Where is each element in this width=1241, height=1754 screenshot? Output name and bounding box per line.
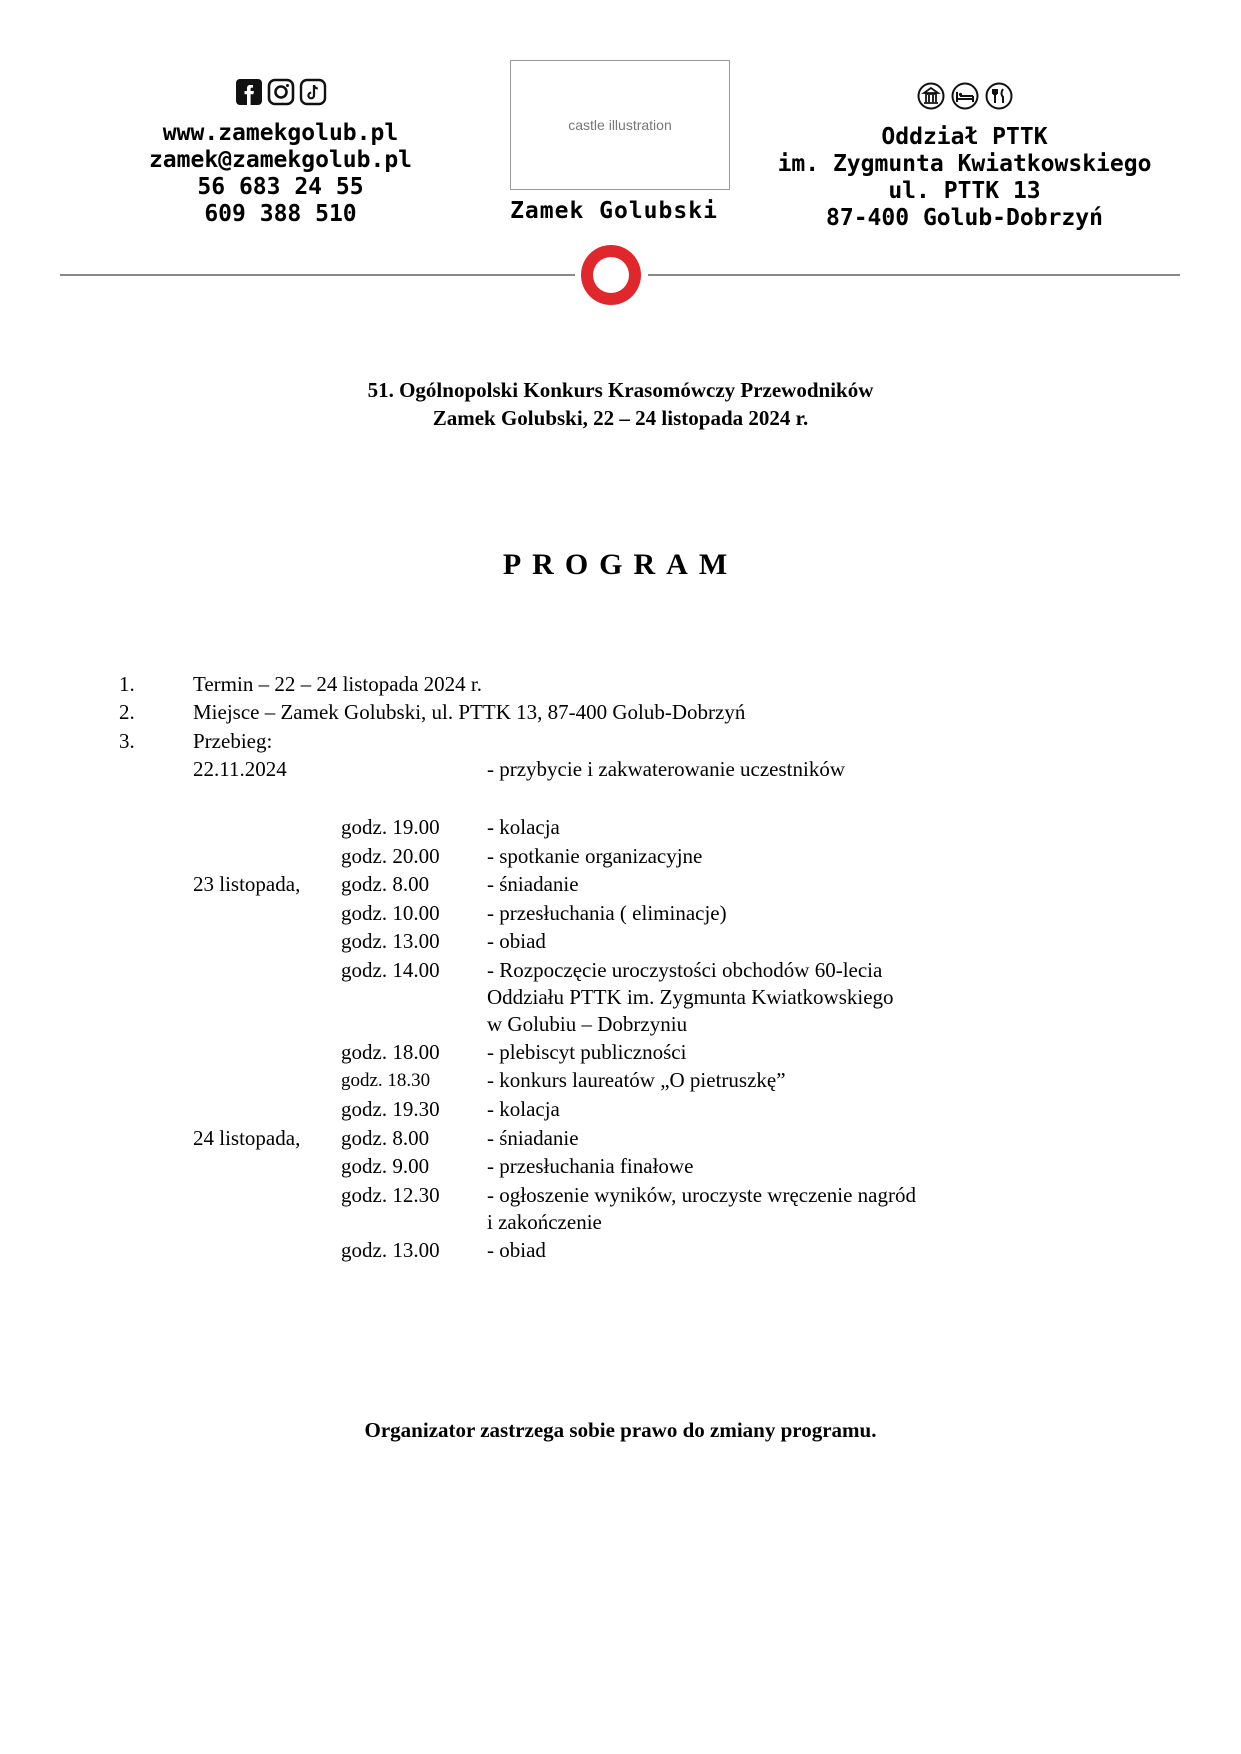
amenity-icons bbox=[742, 82, 1187, 112]
bed-icon bbox=[951, 82, 979, 112]
schedule-time: godz. 14.00 bbox=[341, 958, 440, 982]
schedule-time: godz. 8.00 bbox=[341, 1126, 430, 1150]
org-street: ul. PTTK 13 bbox=[888, 178, 1041, 204]
schedule-time: godz. 8.00 bbox=[341, 872, 430, 896]
seal-icon bbox=[581, 245, 641, 305]
schedule-time: godz. 19.30 bbox=[341, 1097, 440, 1121]
schedule-desc: Oddziału PTTK im. Zygmunta Kwiatkowskiego bbox=[487, 985, 894, 1009]
list-item-schedule: Przebieg: bbox=[193, 729, 273, 753]
schedule-time: godz. 18.00 bbox=[341, 1040, 440, 1064]
schedule-desc: - plebiscyt publiczności bbox=[487, 1040, 687, 1064]
schedule-desc: - obiad bbox=[487, 929, 546, 953]
day-label: 23 listopada, bbox=[193, 872, 301, 896]
tiktok-icon[interactable] bbox=[299, 78, 327, 108]
list-number: 2. bbox=[119, 700, 135, 724]
schedule-desc: - przybycie i zakwaterowanie uczestników bbox=[487, 757, 846, 781]
list-item-place: Miejsce – Zamek Golubski, ul. PTTK 13, 87-400 Golub-Dobrzyń bbox=[193, 700, 746, 724]
museum-icon bbox=[917, 82, 945, 112]
schedule-desc: - przesłuchania finałowe bbox=[487, 1154, 694, 1178]
divider-line-left bbox=[60, 274, 575, 276]
list-number: 3. bbox=[119, 729, 135, 753]
cutlery-icon bbox=[985, 82, 1013, 112]
schedule-time: godz. 10.00 bbox=[341, 901, 440, 925]
social-icons bbox=[118, 78, 443, 108]
organization-block bbox=[742, 82, 1187, 232]
logo-text: Zamek Golubski bbox=[510, 198, 718, 224]
schedule-time: godz. 13.00 bbox=[341, 1238, 440, 1262]
event-title: 51. Ogólnopolski Konkurs Krasomówczy Przewodników bbox=[367, 378, 874, 402]
list-item-date: Termin – 22 – 24 listopada 2024 r. bbox=[193, 672, 482, 696]
castle-logo: castle illustration bbox=[510, 60, 730, 190]
divider-line-right bbox=[648, 274, 1180, 276]
schedule-time: godz. 13.00 bbox=[341, 929, 440, 953]
program-heading: PROGRAM bbox=[502, 548, 739, 581]
disclaimer: Organizator zastrzega sobie prawo do zmiany programu. bbox=[364, 1418, 877, 1442]
org-name: Oddział PTTK bbox=[881, 124, 1048, 150]
website-link[interactable]: www.zamekgolub.pl bbox=[162, 120, 399, 146]
schedule-desc: - Rozpoczęcie uroczystości obchodów 60-lecia bbox=[487, 958, 883, 982]
day-label: 22.11.2024 bbox=[193, 757, 287, 781]
instagram-icon[interactable] bbox=[267, 78, 295, 108]
schedule-time: godz. 12.30 bbox=[341, 1183, 440, 1207]
schedule-desc: i zakończenie bbox=[487, 1210, 602, 1234]
org-patron: im. Zygmunta Kwiatkowskiego bbox=[777, 151, 1152, 177]
schedule-desc: - przesłuchania ( eliminacje) bbox=[487, 901, 727, 925]
list-number: 1. bbox=[119, 672, 135, 696]
phone-2: 609 388 510 bbox=[204, 201, 357, 227]
org-city: 87-400 Golub-Dobrzyń bbox=[826, 205, 1103, 231]
schedule-desc: - śniadanie bbox=[487, 1126, 579, 1150]
phone-1: 56 683 24 55 bbox=[197, 174, 364, 200]
schedule-time: godz. 18.30 bbox=[341, 1070, 431, 1091]
schedule-desc: - kolacja bbox=[487, 1097, 560, 1121]
schedule-desc: - ogłoszenie wyników, uroczyste wręczenie nagród bbox=[487, 1183, 916, 1207]
schedule-desc: - kolacja bbox=[487, 815, 560, 839]
schedule-desc: - spotkanie organizacyjne bbox=[487, 844, 703, 868]
schedule-desc: - obiad bbox=[487, 1238, 546, 1262]
day-label: 24 listopada, bbox=[193, 1126, 301, 1150]
schedule-time: godz. 9.00 bbox=[341, 1154, 430, 1178]
facebook-icon[interactable] bbox=[235, 78, 263, 108]
contact-block bbox=[118, 78, 443, 228]
schedule-desc: - śniadanie bbox=[487, 872, 579, 896]
event-subtitle: Zamek Golubski, 22 – 24 listopada 2024 r. bbox=[432, 406, 809, 430]
email-link[interactable]: zamek@zamekgolub.pl bbox=[148, 147, 413, 173]
schedule-desc: w Golubiu – Dobrzyniu bbox=[487, 1012, 688, 1036]
schedule-desc: - konkurs laureatów „O pietruszkę” bbox=[487, 1068, 786, 1092]
schedule-time: godz. 19.00 bbox=[341, 815, 440, 839]
schedule-time: godz. 20.00 bbox=[341, 844, 440, 868]
